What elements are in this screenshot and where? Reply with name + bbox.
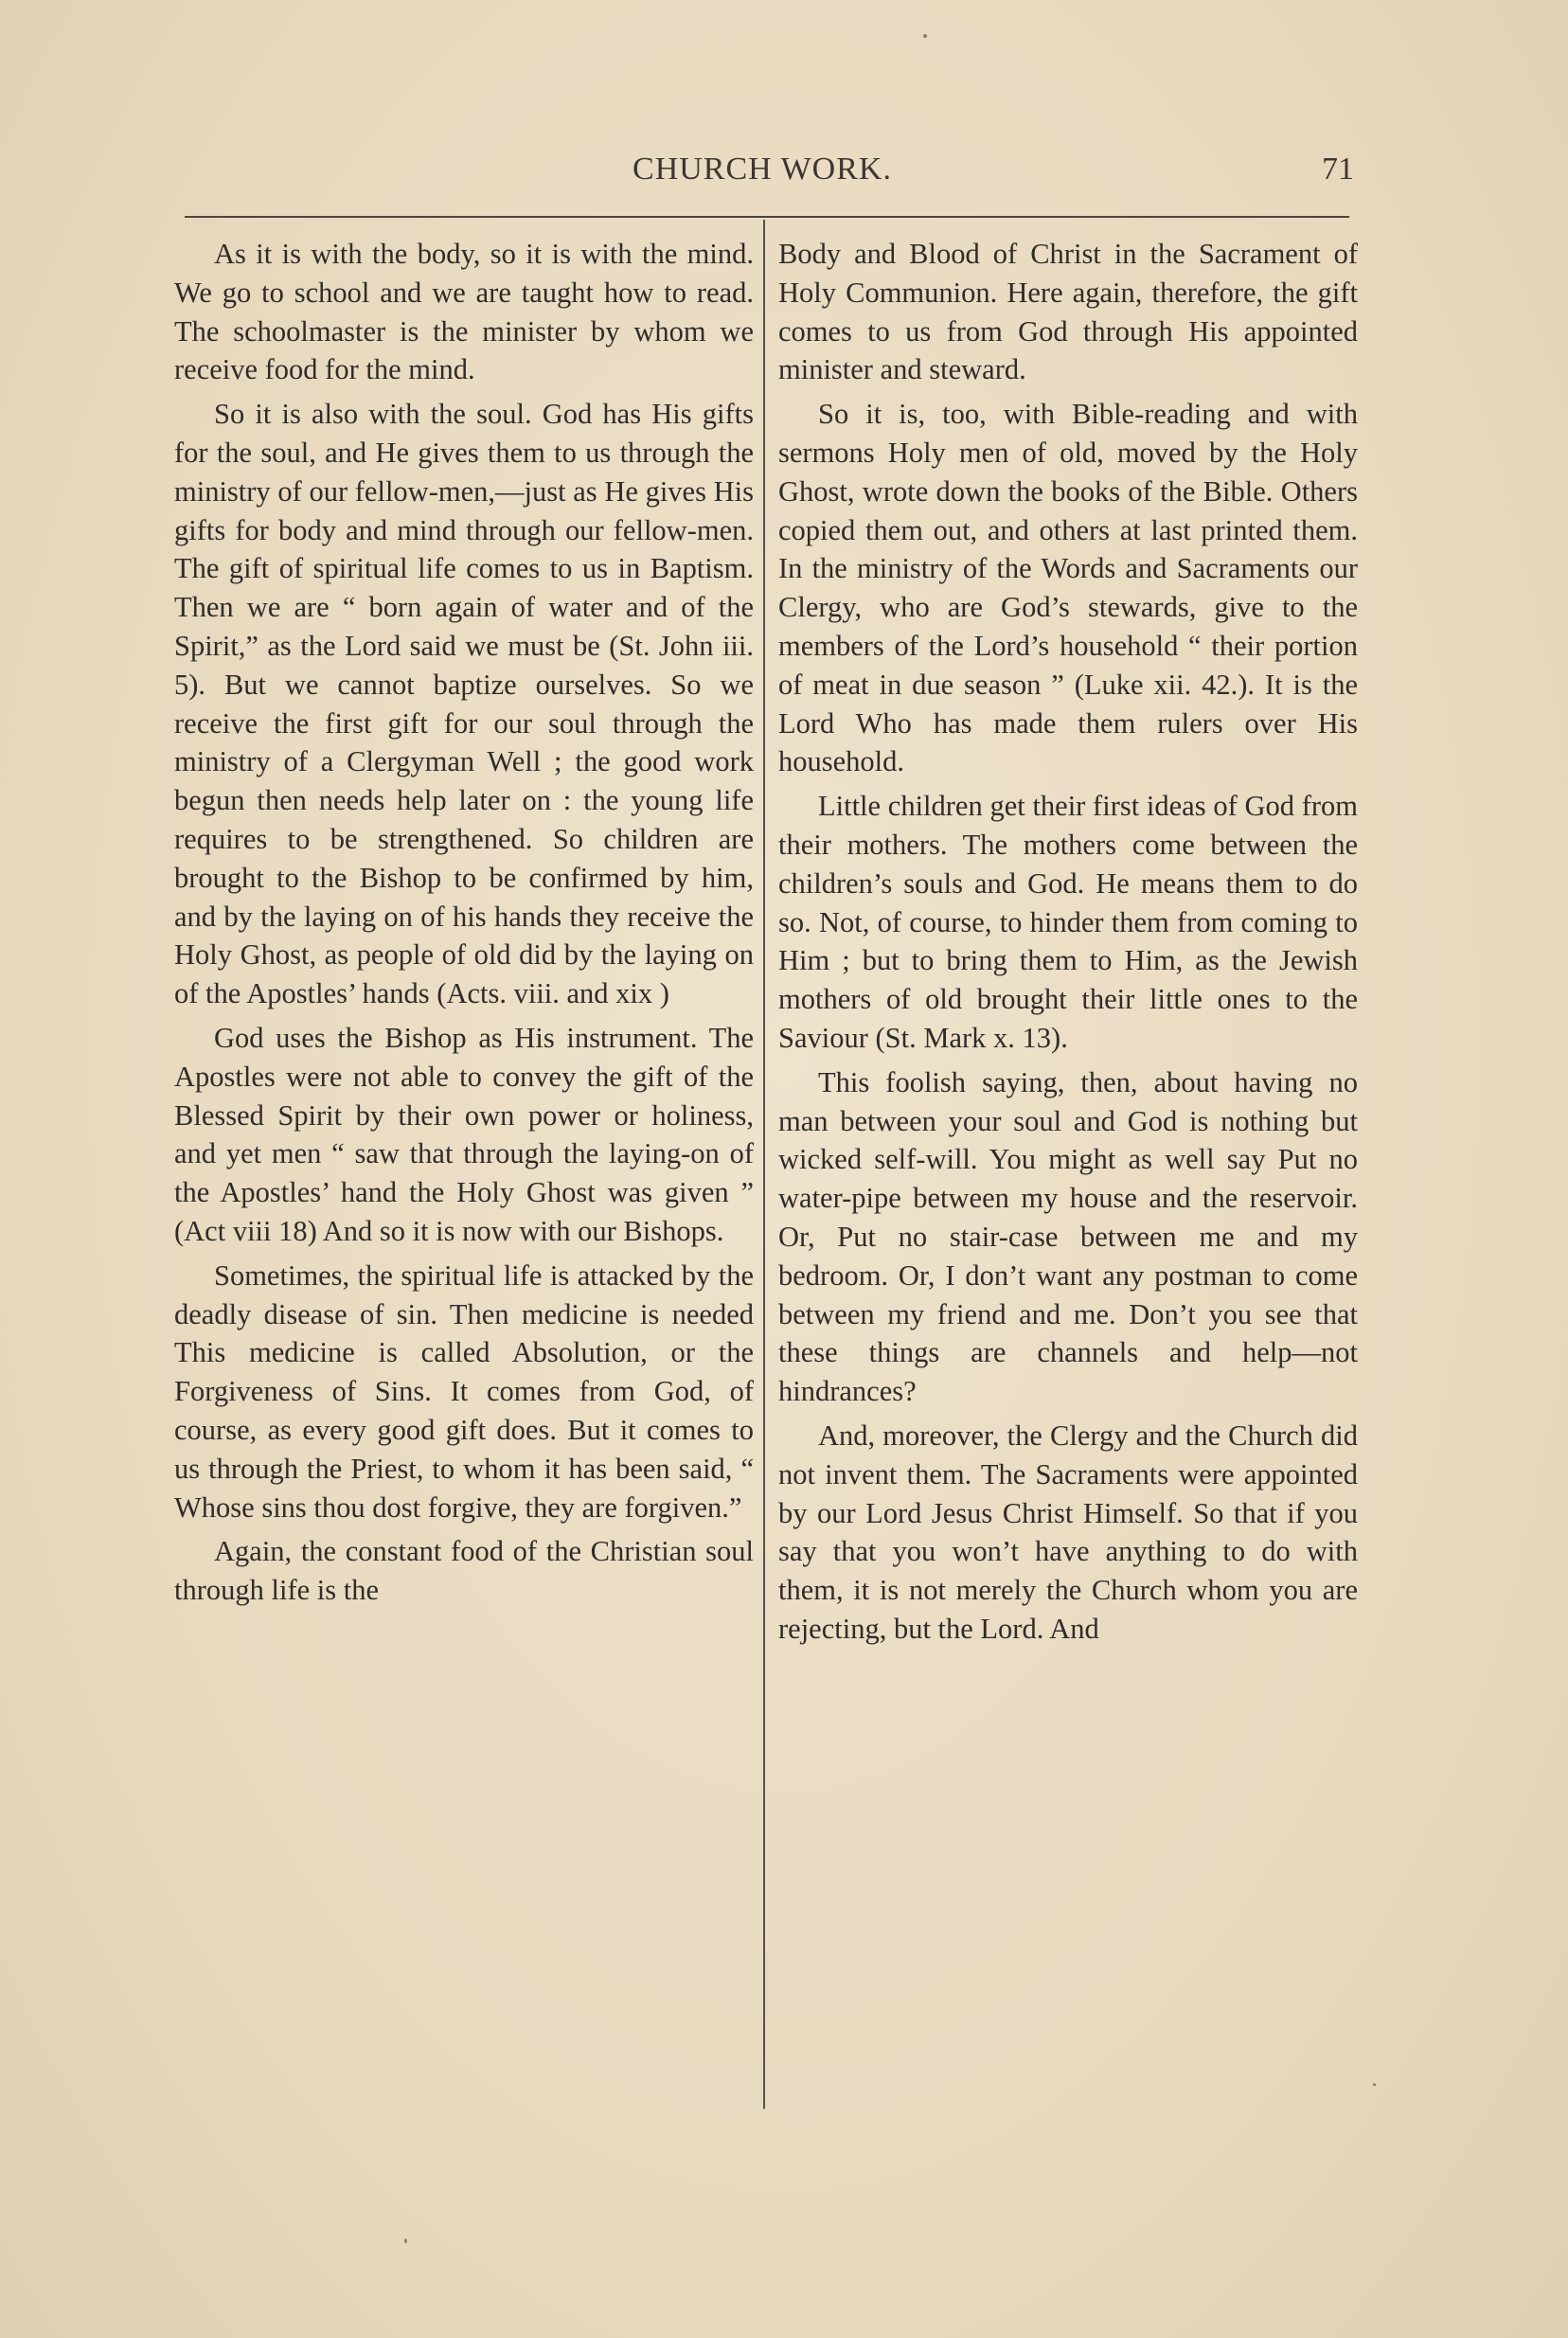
paragraph: Sometimes, the spiritual life is attacked by the deadly disease of sin. Then medicine is needed This medicine is called Absolution, or the Forgiveness of Sins. It comes from God, of course, as every good gift does. But it comes to us through the Priest, to whom it has been said, “ Whose sins thou dost forgive, they are forgiven.”: [174, 1258, 754, 1524]
page-number: 71: [1322, 152, 1354, 187]
paper-speck: [1373, 2083, 1376, 2086]
right-column: [778, 235, 1358, 1649]
paper-speck: [923, 34, 927, 38]
paragraph: God uses the Bishop as His instrument. The Apostles were not able to convey the gift of the Blessed Spirit by their own power or holiness, and yet men “ saw that through the laying-on of the Apostles’ hand the Holy Ghost was given ” (Act viii 18) And so it is now with our Bishops.: [174, 1021, 754, 1247]
header-rule: [185, 216, 1349, 218]
paragraph: So it is, too, with Bible-reading and with sermons Holy men of old, moved by the Holy Ghost, wrote down the books of the Bible. Others copied them out, and others at last printed them. In the ministry of the Words and Sacraments our Clergy, who are God’s stewards, give to the members of the Lord’s household “ their portion of meat in due season ” (Luke xii. 42.). It is the Lord Who has made them rulers over His household.: [778, 398, 1358, 778]
left-column: [174, 235, 754, 1610]
paragraph: This foolish saying, then, about having no man between your soul and God is nothing but wicked self-will. You might as well say Put no water-pipe between my house and the reservoir. Or, Put no stair-case between me and my bedroom. Or, I don’t want any postman to come between my friend and me. Don’t you see that these things are channels and help—not hindrances?: [778, 1065, 1358, 1408]
paragraph: Little children get their first ideas of God from their mothers. The mothers come between the children’s souls and God. He means them to do so. Not, of course, to hinder them from coming to Him ; but to bring them to Him, as the Jewish mothers of old brought their little ones to the Saviour (St. Mark x. 13).: [778, 790, 1358, 1054]
column-divider: [763, 220, 765, 2109]
page-header: [170, 152, 1354, 199]
paragraph: As it is with the body, so it is with the mind. We go to school and we are taught how to read. The schoolmaster is the minister by whom we receive food for the mind.: [174, 238, 754, 386]
paragraph: Again, the constant food of the Christian soul through life is the: [174, 1535, 754, 1607]
paragraph-continued: Body and Blood of Christ in the Sacrament of Holy Communion. Here again, therefore, the gift comes to us from God through His appointed minister and steward.: [778, 238, 1358, 386]
paragraph: And, moreover, the Clergy and the Church did not invent them. The Sacraments were appointed by our Lord Jesus Christ Himself. So that if you say that you won’t have anything to do with them, it is not merely the Church whom you are rejecting, but the Lord. And: [778, 1419, 1358, 1645]
running-title: CHURCH WORK.: [633, 152, 892, 187]
paragraph: So it is also with the soul. God has His gifts for the soul, and He gives them to us through the ministry of our fellow-men,—just as He gives His gifts for body and mind through our fellow-men. The gift of spiritual life comes to us in Baptism. Then we are “ born again of water and of the Spirit,” as the Lord said we must be (St. John iii. 5). But we cannot baptize ourselves. So we receive the first gift for our soul through the ministry of a Clergyman Well ; the good work begun then needs help later on : the young life requires to be strengthened. So children are brought to the Bishop to be confirmed by him, and by the laying on of his hands they receive the Holy Ghost, as people of old did by the laying on of the Apostles’ hands (Acts. viii. and xix ): [174, 398, 754, 1010]
paper-speck: [404, 2239, 407, 2243]
